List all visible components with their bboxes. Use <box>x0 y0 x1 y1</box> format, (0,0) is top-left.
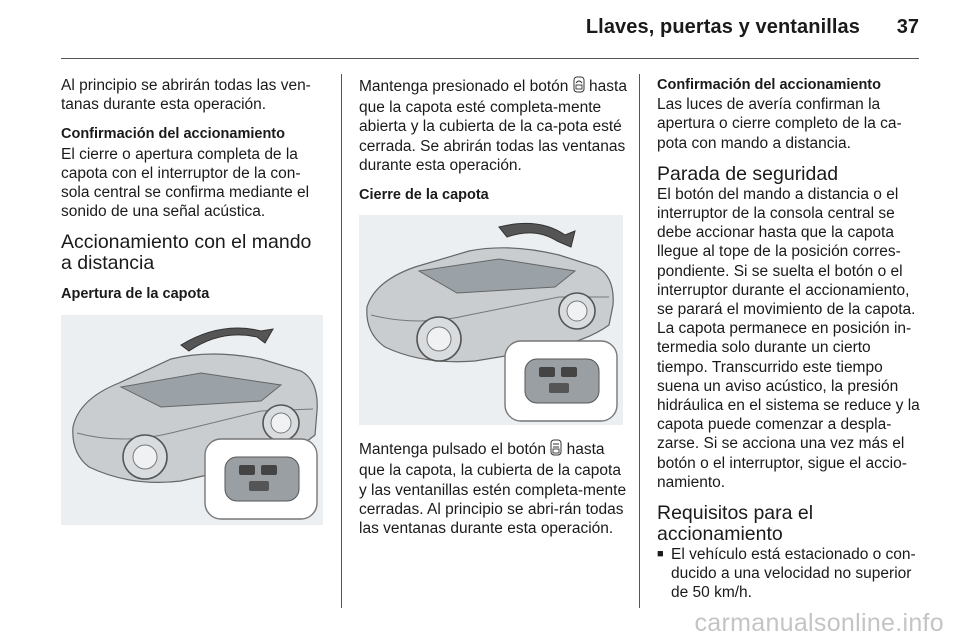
section-heading: Accionamiento con el mando a distancia <box>61 231 312 275</box>
subheading: Cierre de la capota <box>359 187 489 204</box>
column-divider-2 <box>639 74 640 608</box>
column-divider-1 <box>341 74 342 608</box>
subheading: Apertura de la capota <box>61 286 210 303</box>
text: Mantenga pulsado el botón <box>359 441 551 459</box>
header-rule <box>61 58 919 59</box>
figure-roof-opening <box>61 315 323 525</box>
bullet-marker: ■ <box>657 548 664 561</box>
paragraph: Al principio se abrirán todas las ven-tanas durante esta operación. <box>61 77 311 114</box>
bullet-item <box>657 545 922 603</box>
subheading: Confirmación del accionamiento <box>61 126 285 143</box>
key-fob-icon <box>225 457 299 501</box>
column-1 <box>61 76 326 525</box>
paragraph: El botón del mando a distancia o el interruptor de la consola central se debe accionar hasta que la capota llegue al tope de la posición corres-pondiente. Si se suelta el botón o el interruptor durante el accionamiento, se parará el movimiento de la capota. La capota permanece en posición in-termedia solo durante un cierto tiempo. Transcurrido este tiempo suena un aviso acústico, la presión hidráulica en el sistema se reduce y la capota puede comenzar a despla-zarse. Si se acciona una vez más el botón o el interruptor, sigue el accio-namiento. <box>657 185 920 491</box>
paragraph <box>359 76 627 175</box>
section-heading: Parada de seguridad <box>657 162 839 185</box>
page-header-title: Llaves, puertas y ventanillas <box>585 16 860 38</box>
convertible-car-illustration <box>61 315 323 525</box>
watermark: carmanualsonline.info <box>694 609 944 637</box>
column-3 <box>657 76 922 603</box>
column-2 <box>359 76 627 549</box>
bullet-text: El vehículo está estacionado o con-ducido a una velocidad no superior de 50 km/h. <box>671 546 916 602</box>
paragraph: El cierre o apertura completa de la capota con el interruptor de la con-sola central se confirma mediante el sonido de una señal acústica. <box>61 145 310 221</box>
roof-arrow-icon <box>499 224 575 248</box>
text: hasta que la capota, la cubierta de la capota y las ventanillas estén completa-mente cerradas. Al principio se abri-rán todas las ventanas durante esta operación. <box>359 441 627 538</box>
convertible-roof-open-icon <box>573 76 585 98</box>
roof-arrow-icon <box>181 328 273 351</box>
figure-roof-closing <box>359 215 623 425</box>
paragraph: Las luces de avería confirman la apertura o cierre completo de la ca-pota con mando a distancia. <box>657 96 902 152</box>
page-number: 37 <box>896 16 919 38</box>
text: Mantenga presionado el botón <box>359 78 573 95</box>
paragraph <box>359 439 627 538</box>
text: hasta que la capota esté completa-mente abierta y la cubierta de la ca-pota esté cerrada. Se abrirán todas las ventanas durante esta operación. <box>359 78 627 174</box>
key-fob-icon <box>525 359 599 403</box>
convertible-roof-close-icon <box>550 439 562 461</box>
convertible-car-illustration <box>359 215 623 425</box>
section-heading: Requisitos para el accionamiento <box>657 502 814 546</box>
subheading: Confirmación del accionamiento <box>657 77 881 93</box>
